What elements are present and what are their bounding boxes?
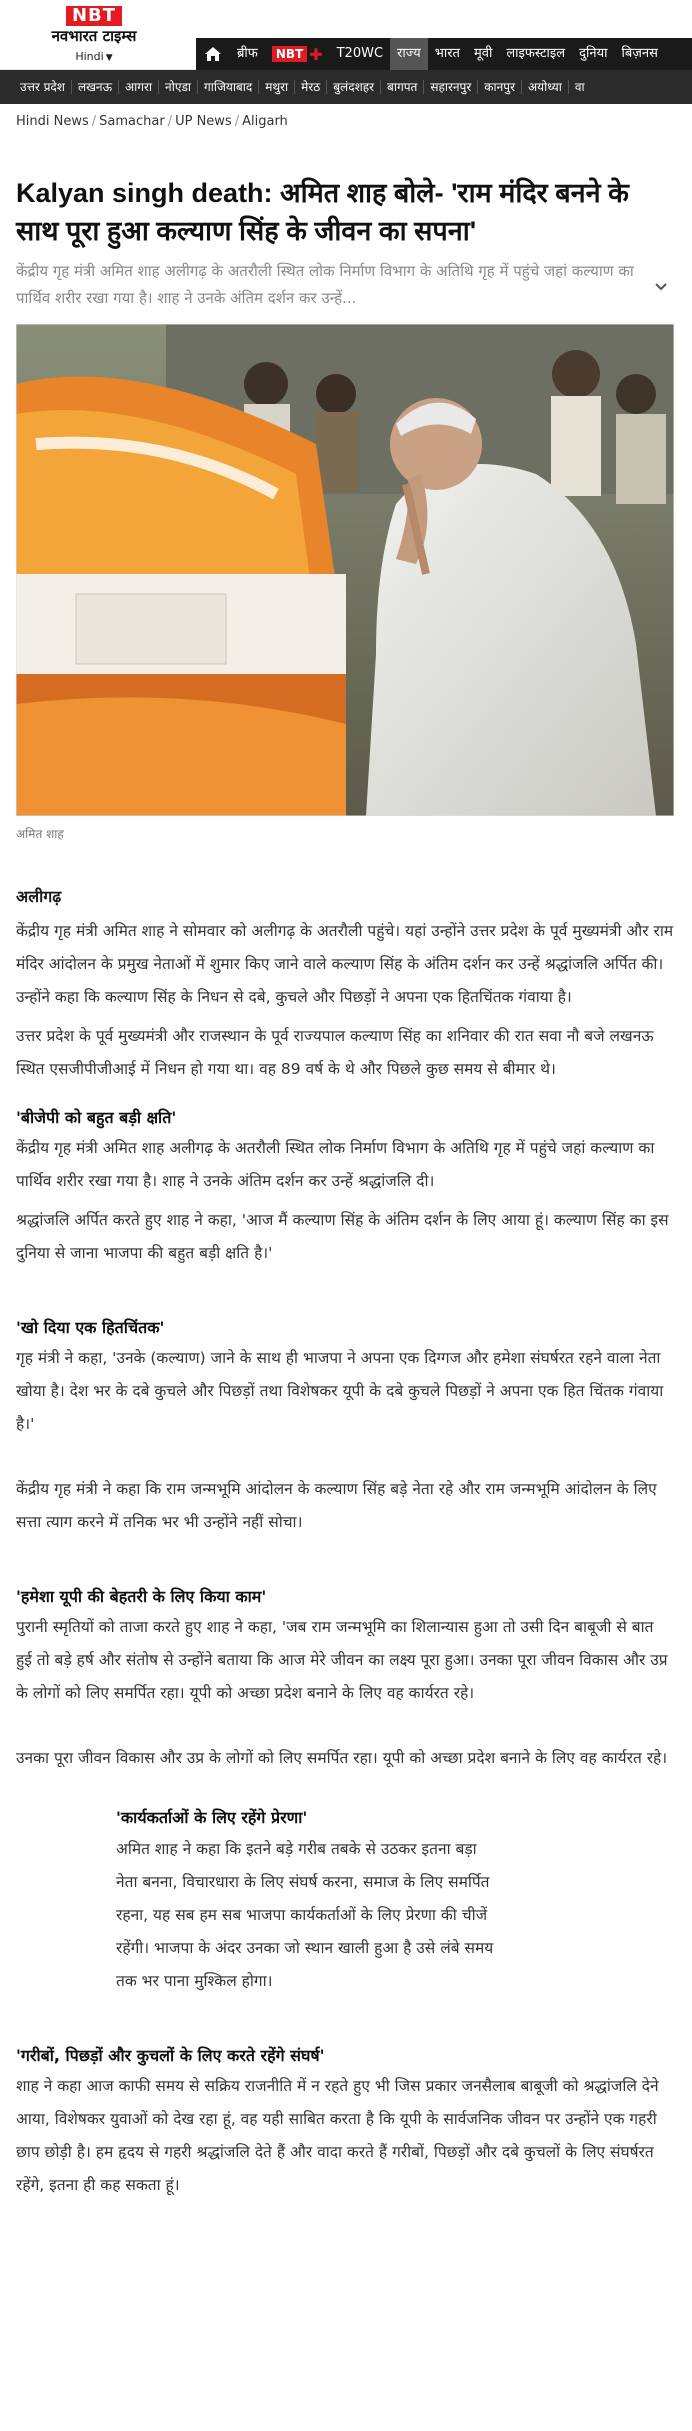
- breadcrumb-separator: /: [167, 114, 173, 129]
- dateline: अलीगढ़: [16, 887, 62, 906]
- nav-item-bharat[interactable]: भारत: [434, 46, 460, 61]
- image-caption: अमित शाह: [16, 827, 64, 841]
- article-paragraph: उत्तर प्रदेश के पूर्व मुख्यमंत्री और राजस्थान के पूर्व राज्यपाल कल्याण सिंह का शनिवार की रात सवा नौ बजे लखनऊ स्थित एसजीपीजीआई में निधन हो गया था। वह 89 वर्ष के थे और पिछले कुछ समय से बीमार थे।: [16, 1027, 654, 1078]
- logo-badge: NBT: [66, 6, 122, 26]
- nav-item-duniya[interactable]: दुनिया: [579, 46, 608, 61]
- city-item[interactable]: बुलंदशहर: [327, 80, 381, 94]
- article-paragraph: पुरानी स्मृतियों को ताजा करते हुए शाह ने कहा, 'जब राम जन्मभूमि का शिलान्यास हुआ तो उसी दिन बाबूजी से बात हुई तो बड़े हर्ष और संतोष से उन्होंने बताया कि आज मेरे जीवन का लक्ष्य पूरा हुआ। उनका पूरा जीवन विकास और उप्र के लोगों को लिए समर्पित रहा। यूपी को अच्छा प्रदेश बनाने के लिए वह कार्यरत रहे।: [16, 1618, 668, 1702]
- article-paragraph: शाह ने कहा आज काफी समय से सक्रिय राजनीति में न रहते हुए भी जिस प्रकार जनसैलाब बाबूजी को श्रद्धांजलि देने आया, विशेषकर युवाओं को देख रहा हूं, वह यही साबित करता है कि यूपी के सार्वजनिक जीवन पर उन्होंने एक गहरी छाप छोड़ी है। हम हृदय से गहरी श्रद्धांजलि देते हैं और वादा करते हैं गरीबों, पिछड़ों और दबे कुचलों के लिए संघर्षरत रहेंगे, इतना ही कह सकता हूं।: [16, 2077, 659, 2194]
- spacer: [16, 1441, 674, 1467]
- city-item[interactable]: उत्तर प्रदेश: [14, 80, 72, 94]
- pull-quote-title: 'कार्यकर्ताओं के लिए रहेंगे प्रेरणा': [116, 1808, 308, 1827]
- breadcrumb: [0, 104, 692, 132]
- home-icon[interactable]: [196, 38, 230, 70]
- city-nav: [0, 70, 692, 104]
- breadcrumb-item[interactable]: Hindi News: [16, 114, 89, 129]
- article-paragraph: श्रद्धांजलि अर्पित करते हुए शाह ने कहा, 'आज मैं कल्याण सिंह के अंतिम दर्शन के लिए आया हूं। कल्याण सिंह का इस दुनिया से जाना भाजपा की बहुत बड़ी क्षति है।': [16, 1211, 669, 1262]
- nav-item-movie[interactable]: मूवी: [473, 46, 493, 61]
- spacer: [16, 1710, 674, 1736]
- breadcrumb-separator: /: [91, 114, 97, 129]
- nav-item-lifestyle[interactable]: लाइफस्टाइल: [506, 46, 566, 61]
- article-paragraph: केंद्रीय गृह मंत्री अमित शाह ने सोमवार को अलीगढ़ के अतरौली पहुंचे। यहां उन्होंने उत्तर प्रदेश के पूर्व मुख्यमंत्री और राम मंदिर आंदोलन के प्रमुख नेताओं में शुमार किए जाने वाले कल्याण सिंह के अंतिम दर्शन कर उन्हें श्रद्धांजलि अर्पित की। उन्होंने कहा कि कल्याण सिंह के निधन से दबे, कुचले और पिछड़ों ने अपना एक हितचिंतक गंवाया है।: [16, 922, 674, 1006]
- article-paragraph: केंद्रीय गृह मंत्री अमित शाह अलीगढ़ के अतरौली स्थित लोक निर्माण विभाग के अतिथि गृह में पहुंचे जहां कल्याण का पार्थिव शरीर रखा गया है। शाह ने उनके अंतिम दर्शन कर उन्हें श्रद्धांजलि दी।: [16, 1139, 655, 1190]
- city-item[interactable]: लखनऊ: [72, 80, 119, 94]
- site-logo[interactable]: [34, 6, 154, 64]
- city-item[interactable]: नोएडा: [159, 80, 198, 94]
- section-heading: 'हमेशा यूपी की बेहतरी के लिए किया काम': [16, 1587, 267, 1606]
- logo-wordmark: नवभारत टाइम्स: [51, 27, 137, 45]
- city-item[interactable]: सहारनपुर: [424, 80, 478, 94]
- primary-nav: [196, 38, 692, 70]
- article: [0, 174, 692, 2202]
- breadcrumb-item[interactable]: Aligarh: [242, 114, 288, 129]
- city-item[interactable]: वा: [574, 80, 585, 94]
- nbt-plus-label: NBT: [272, 46, 307, 62]
- pull-quote: [116, 1803, 496, 1998]
- city-item[interactable]: मेरठ: [295, 80, 327, 94]
- lead-image[interactable]: [16, 324, 674, 816]
- edition-label: Hindi: [75, 50, 104, 63]
- nav-item-rajya[interactable]: राज्य: [390, 38, 428, 70]
- section-heading: 'खो दिया एक हितचिंतक': [16, 1318, 165, 1337]
- spacer: [16, 1270, 674, 1296]
- city-item[interactable]: कानपुर: [478, 80, 522, 94]
- section-heading: 'गरीबों, पिछड़ों और कुचलों के लिए करते रहेंगे संघर्ष': [16, 2046, 325, 2065]
- section-heading: 'बीजेपी को बहुत बड़ी क्षति': [16, 1108, 177, 1127]
- city-item[interactable]: मथुरा: [259, 80, 295, 94]
- chevron-down-icon[interactable]: [652, 278, 670, 296]
- nav-item-business[interactable]: बिज़नस: [621, 46, 658, 61]
- chevron-down-icon: ▼: [105, 53, 113, 63]
- breadcrumb-item[interactable]: Samachar: [99, 114, 165, 129]
- edition-selector[interactable]: [75, 50, 112, 63]
- nav-item-nbt-plus[interactable]: [265, 45, 330, 64]
- city-item[interactable]: अयोध्या: [522, 80, 569, 94]
- plus-icon: ✚: [309, 44, 323, 64]
- spacer: [16, 1539, 674, 1565]
- article-headline: Kalyan singh death: अमित शाह बोले- 'राम मंदिर बनने के साथ पूरा हुआ कल्याण सिंह के जीवन का सपना': [16, 178, 629, 246]
- nav-item-t20wc[interactable]: T20WC: [336, 46, 384, 61]
- breadcrumb-item[interactable]: UP News: [175, 114, 232, 129]
- article-paragraph: केंद्रीय गृह मंत्री ने कहा कि राम जन्मभूमि आंदोलन के कल्याण सिंह बड़े नेता रहे और राम जन्मभूमि आंदोलन के लिए सत्ता त्याग करने में तनिक भर भी उन्होंने नहीं सोचा।: [16, 1480, 657, 1531]
- city-item[interactable]: आगरा: [119, 80, 159, 94]
- city-item[interactable]: गाजियाबाद: [198, 80, 259, 94]
- spacer: [16, 1998, 674, 2024]
- synopsis-text: केंद्रीय गृह मंत्री अमित शाह अलीगढ़ के अतरौली स्थित लोक निर्माण विभाग के अतिथि गृह में पहुंचे जहां कल्याण का पार्थिव शरीर रखा गया है। शाह ने उनके अंतिम दर्शन कर उन्हें...: [16, 262, 634, 307]
- city-item[interactable]: बागपत: [381, 80, 424, 94]
- article-paragraph: गृह मंत्री ने कहा, 'उनके (कल्याण) जाने के साथ ही भाजपा ने अपना एक दिग्गज और हमेशा संघर्षरत रहने वाला नेता खोया है। देश भर के दबे कुचले और पिछड़ों तथा विशेषकर यूपी के दबे कुचले पिछड़ों ने अपना एक हित चिंतक गंवाया है।': [16, 1349, 664, 1433]
- pull-quote-text: अमित शाह ने कहा कि इतने बड़े गरीब तबके से उठकर इतना बड़ा नेता बनना, विचारधारा के लिए संघर्ष करना, समाज के लिए समर्पित रहना, यह सब हम सब भाजपा कार्यकर्ताओं के लिए प्रेरणा की चीजें रहेंगी। भाजपा के अंदर उनका जो स्थान खाली हुआ है उसे लंबे समय तक भर पाना मुश्किल होगा।: [116, 1840, 494, 1990]
- article-synopsis: [16, 258, 674, 312]
- breadcrumb-separator: /: [234, 114, 240, 129]
- site-header: [0, 0, 692, 70]
- article-paragraph: उनका पूरा जीवन विकास और उप्र के लोगों को लिए समर्पित रहा। यूपी को अच्छा प्रदेश बनाने के लिए वह कार्यरत रहे।: [16, 1749, 668, 1767]
- nav-item-brief[interactable]: ब्रीफ: [237, 46, 258, 61]
